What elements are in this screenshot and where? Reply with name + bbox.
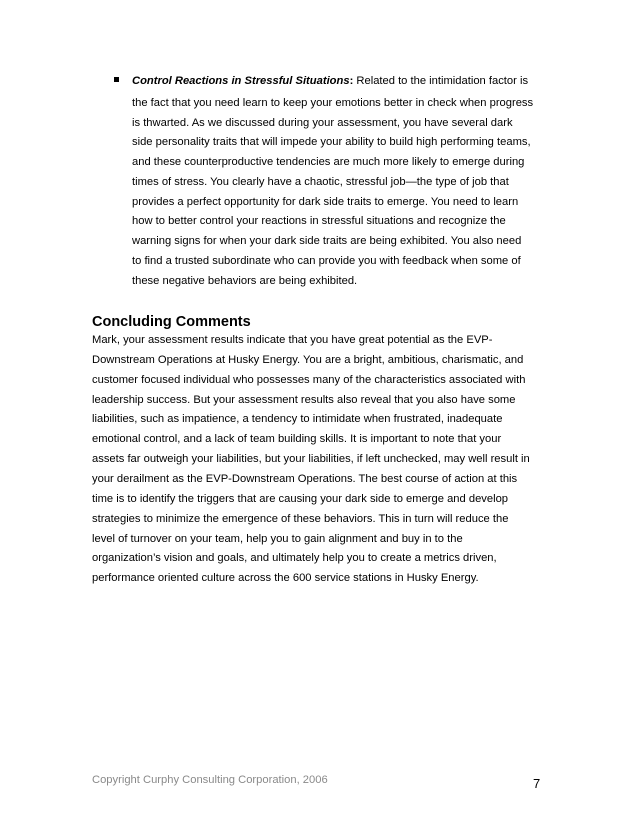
bullet-square-icon xyxy=(114,77,119,82)
bullet-line-3: is thwarted. As we discussed during your assessment, you have several dark xyxy=(132,117,513,129)
paragraph-line-10: strategies to minimize the emergence of these behaviors. This in turn will reduce the xyxy=(92,513,509,525)
paragraph-line-7: assets far outweigh your liabilities, but your liabilities, if left unchecked, may well result in xyxy=(92,453,530,465)
bullet-line-8: how to better control your reactions in stressful situations and recognize the xyxy=(132,215,506,227)
bullet-line-5: and these counterproductive tendencies are much more likely to emerge during xyxy=(132,156,525,168)
bullet-lead-colon: : xyxy=(349,75,354,87)
paragraph-line-9: time is to identify the triggers that are causing your dark side to emerge and develop xyxy=(92,493,509,505)
bullet-line-text: Related to the intimidation factor is xyxy=(353,75,529,87)
paragraph-line-4: leadership success. But your assessment results also reveal that you also have some xyxy=(92,394,516,406)
bullet-line-10: to find a trusted subordinate who can provide you with feedback when some of xyxy=(132,255,521,267)
bullet-line-1 xyxy=(132,74,528,88)
bullet-line-6: times of stress. You clearly have a chaotic, stressful job—the type of job that xyxy=(132,176,509,188)
bullet-line-4: side personality traits that will impede your ability to build high performing teams, xyxy=(132,136,531,148)
paragraph-line-6: emotional control, and a lack of team building skills. It is important to note that your xyxy=(92,433,502,445)
paragraph-line-1: Mark, your assessment results indicate that you have great potential as the EVP- xyxy=(92,334,493,346)
bullet-line-2: the fact that you need learn to keep your emotions better in check when progress xyxy=(132,97,534,109)
paragraph-line-5: liabilities, such as impatience, a tendency to intimidate when frustrated, inadequate xyxy=(92,413,503,425)
bullet-line-11: these negative behaviors are being exhibited. xyxy=(132,275,358,287)
paragraph-line-8: your derailment as the EVP-Downstream Operations. The best course of action at this xyxy=(92,473,518,485)
paragraph-line-11: level of turnover on your team, help you to gain alignment and buy in to the xyxy=(92,533,463,545)
bullet-line-9: warning signs for when your dark side traits are being exhibited. You also need xyxy=(132,235,522,247)
section-heading-concluding-comments: Concluding Comments xyxy=(92,314,251,330)
paragraph-line-13: performance oriented culture across the 600 service stations in Husky Energy. xyxy=(92,572,479,584)
paragraph-line-2: Downstream Operations at Husky Energy. You are a bright, ambitious, charismatic, and xyxy=(92,354,524,366)
page-number: 7 xyxy=(533,776,541,791)
bullet-lead-title: Control Reactions in Stressful Situations xyxy=(132,75,350,87)
bullet-line-7: provides a perfect opportunity for dark side traits to emerge. You need to learn xyxy=(132,196,519,208)
paragraph-line-3: customer focused individual who possesses many of the characteristics associated with xyxy=(92,374,526,386)
footer-copyright: Copyright Curphy Consulting Corporation, 2006 xyxy=(92,774,328,786)
paragraph-line-12: organization’s vision and goals, and ultimately help you to create a metrics driven, xyxy=(92,552,497,564)
